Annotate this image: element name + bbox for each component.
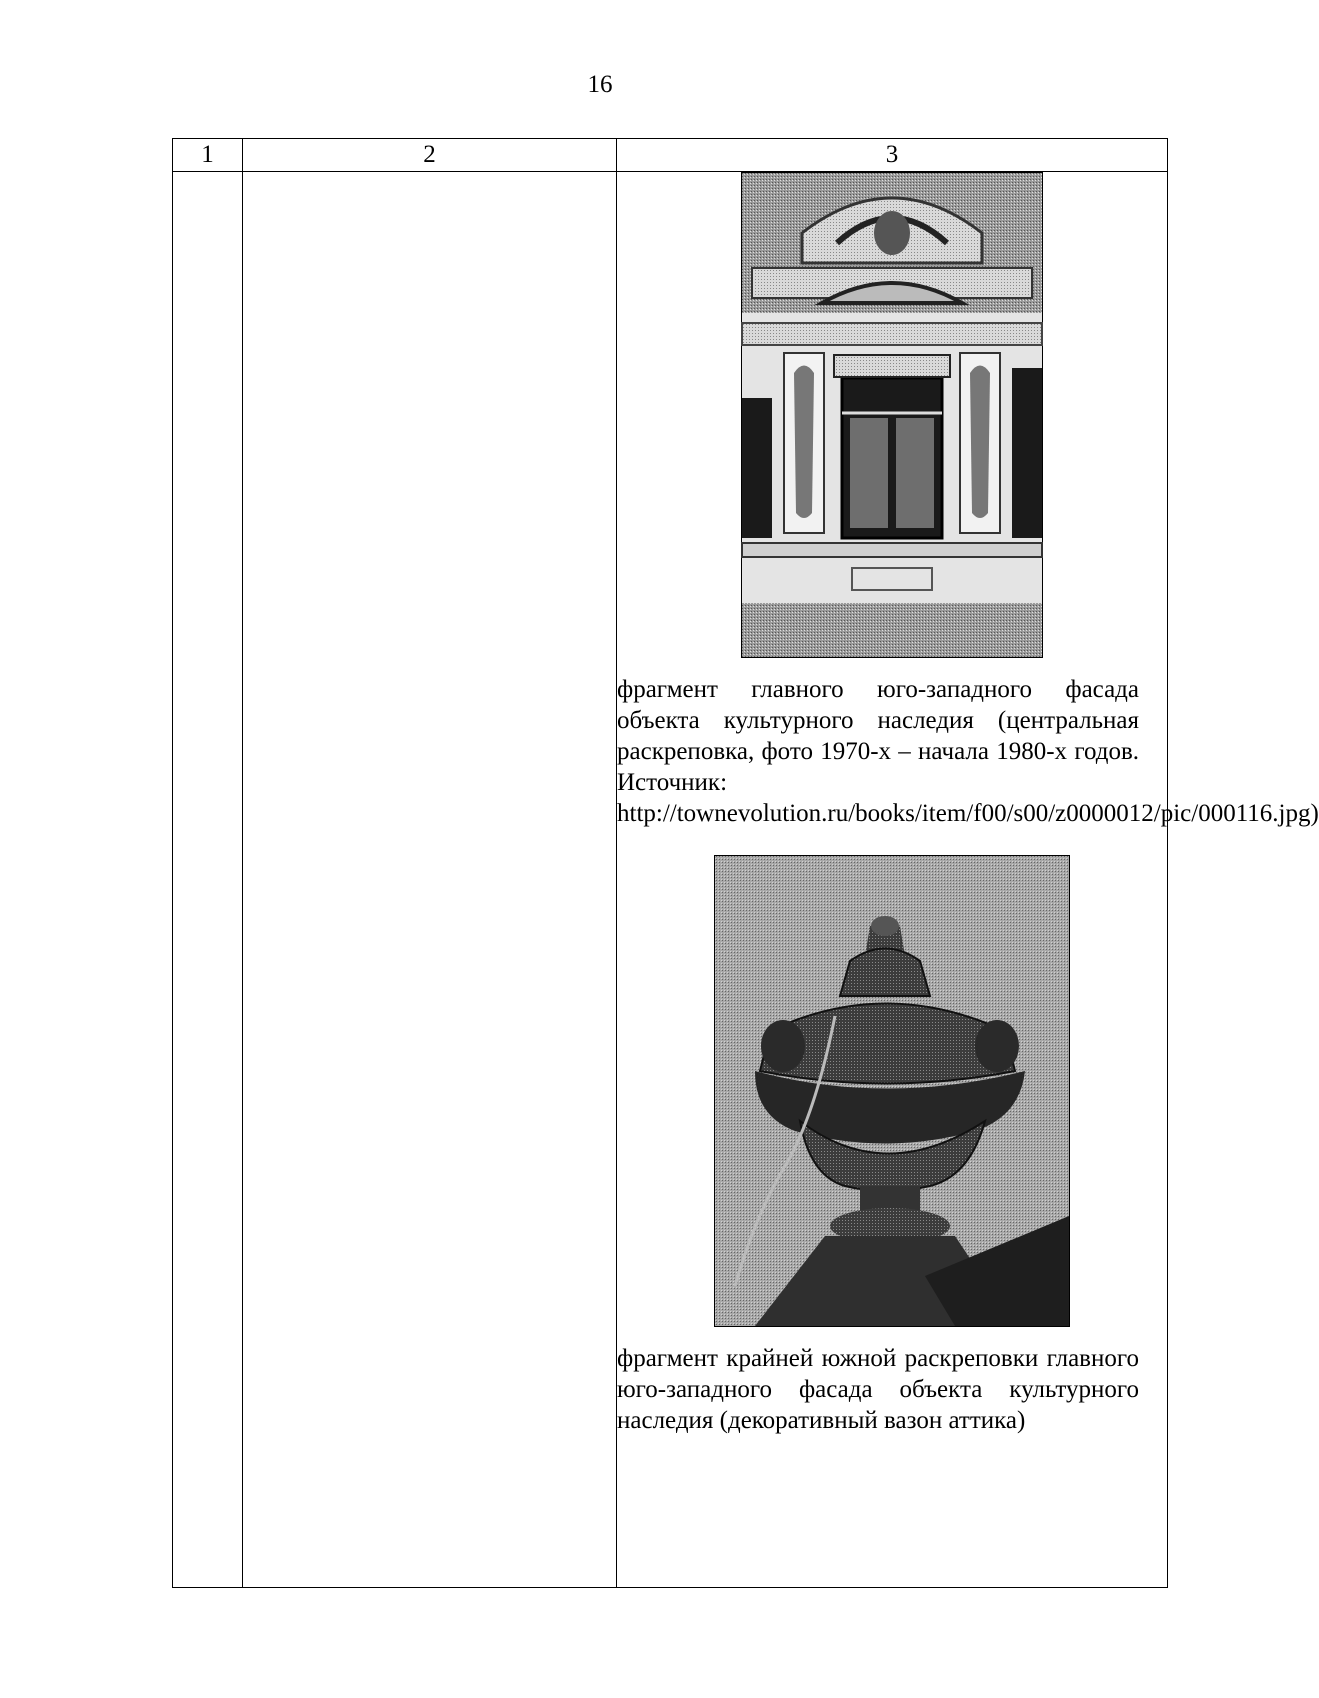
table-header-row bbox=[173, 139, 1168, 172]
column-header-3: 3 bbox=[617, 139, 1168, 172]
column-header-2: 2 bbox=[243, 139, 617, 172]
page-number: 16 bbox=[587, 71, 613, 98]
photo-caption-2: фрагмент крайней южной раскреповки главного юго-западного фасада объекта культурного наследия (декоративный вазон аттика) bbox=[617, 1345, 1139, 1434]
cell-col2 bbox=[243, 172, 617, 1588]
facade-photo bbox=[741, 172, 1043, 658]
column-header-1: 1 bbox=[173, 139, 243, 172]
vase-photo bbox=[714, 855, 1070, 1327]
document-table bbox=[172, 138, 1319, 1588]
cell-col1 bbox=[173, 172, 243, 1588]
table-row bbox=[173, 172, 1168, 1588]
cell-col3 bbox=[617, 172, 1319, 1588]
photo-caption-1: фрагмент главного юго-западного фасада объекта культурного наследия (центральная раскреповка, фото 1970-х – начала 1980-х годов. Источник: http://townevolution.ru/books/item/f00/s00/z0000012/pic/000116.jpg) bbox=[617, 676, 1319, 827]
